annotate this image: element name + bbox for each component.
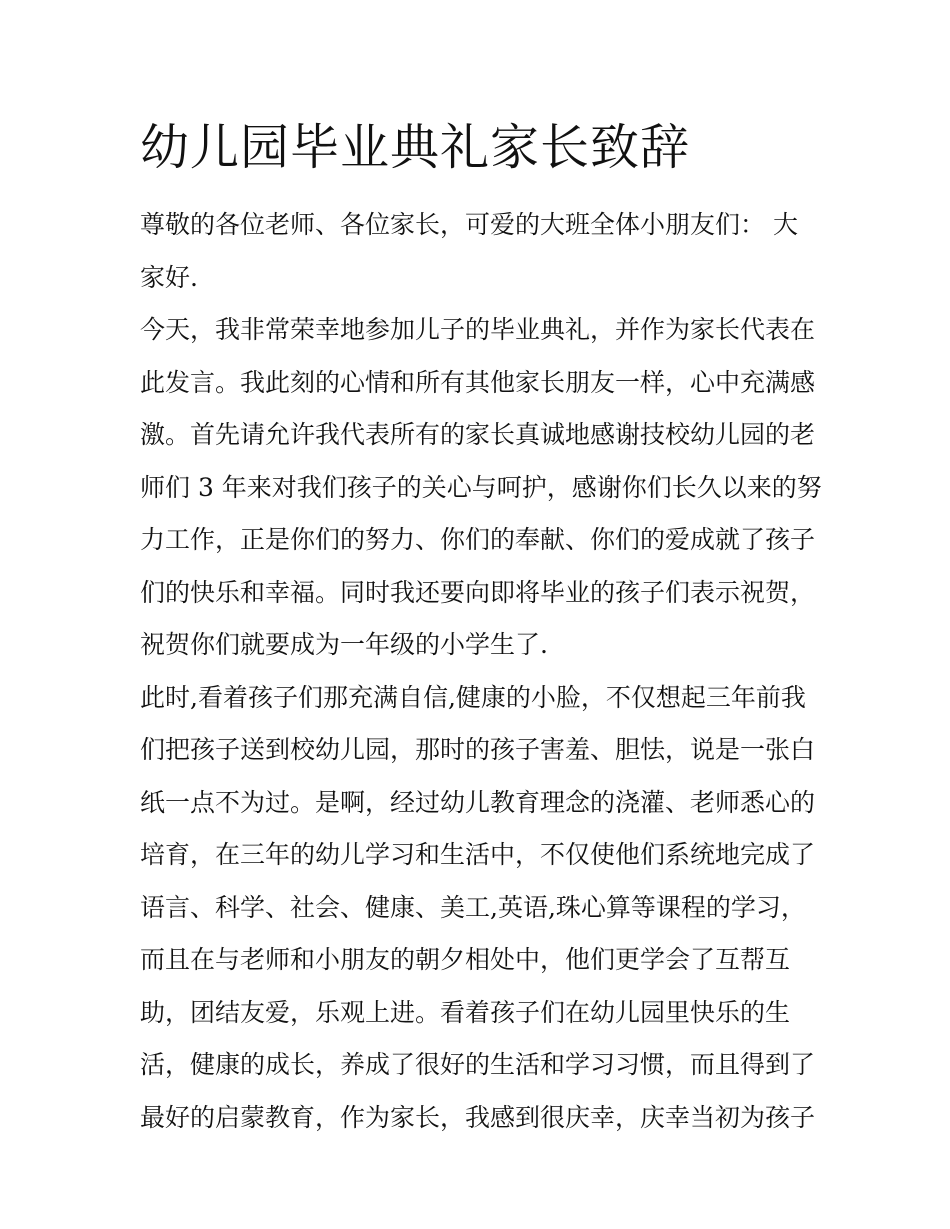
document-body [140,199,830,1144]
body-line: 家好. [140,262,198,292]
body-line: 助，团结友爱，乐观上进。看着孩子们在幼儿园里快乐的生 [140,997,791,1027]
body-line: 祝贺你们就要成为一年级的小学生了. [140,630,548,659]
body-line: 激。首先请允许我代表所有的家长真诚地感谢技校幼儿园的老 [140,420,816,449]
body-line: 培育，在三年的幼儿学习和生活中，不仅使他们系统地完成了 [140,840,816,869]
body-line: 尊敬的各位老师、各位家长，可爱的大班全体小朋友们： 大 [140,210,798,239]
body-line: 此时,看着孩子们那充满自信,健康的小脸，不仅想起三年前我 [140,682,806,712]
body-line: 今天，我非常荣幸地参加儿子的毕业典礼，并作为家长代表在 [140,315,816,344]
body-line: 语言、科学、社会、健康、美工,英语,珠心算等课程的学习， [140,892,806,922]
body-line: 此发言。我此刻的心情和所有其他家长朋友一样，心中充满感 [140,367,816,397]
document-title: 幼儿园毕业典礼家长致辞 [140,119,691,176]
body-line: 师们 3 年来对我们孩子的关心与呵护，感谢你们长久以来的努 [140,472,822,502]
body-line: 们把孩子送到校幼儿园，那时的孩子害羞、胆怯，说是一张白 [140,735,816,764]
body-line: 力工作，正是你们的努力、你们的奉献、你们的爱成就了孩子 [140,525,816,554]
body-line: 纸一点不为过。是啊，经过幼儿教育理念的浇灌、老师悉心的 [140,787,816,817]
body-line: 而且在与老师和小朋友的朝夕相处中，他们更学会了互帮互 [140,945,791,974]
body-line: 们的快乐和幸福。同时我还要向即将毕业的孩子们表示祝贺， [140,577,816,607]
body-line: 活，健康的成长，养成了很好的生活和学习习惯，而且得到了 [140,1050,816,1079]
body-line: 最好的启蒙教育，作为家长，我感到很庆幸，庆幸当初为孩子 [140,1102,816,1132]
